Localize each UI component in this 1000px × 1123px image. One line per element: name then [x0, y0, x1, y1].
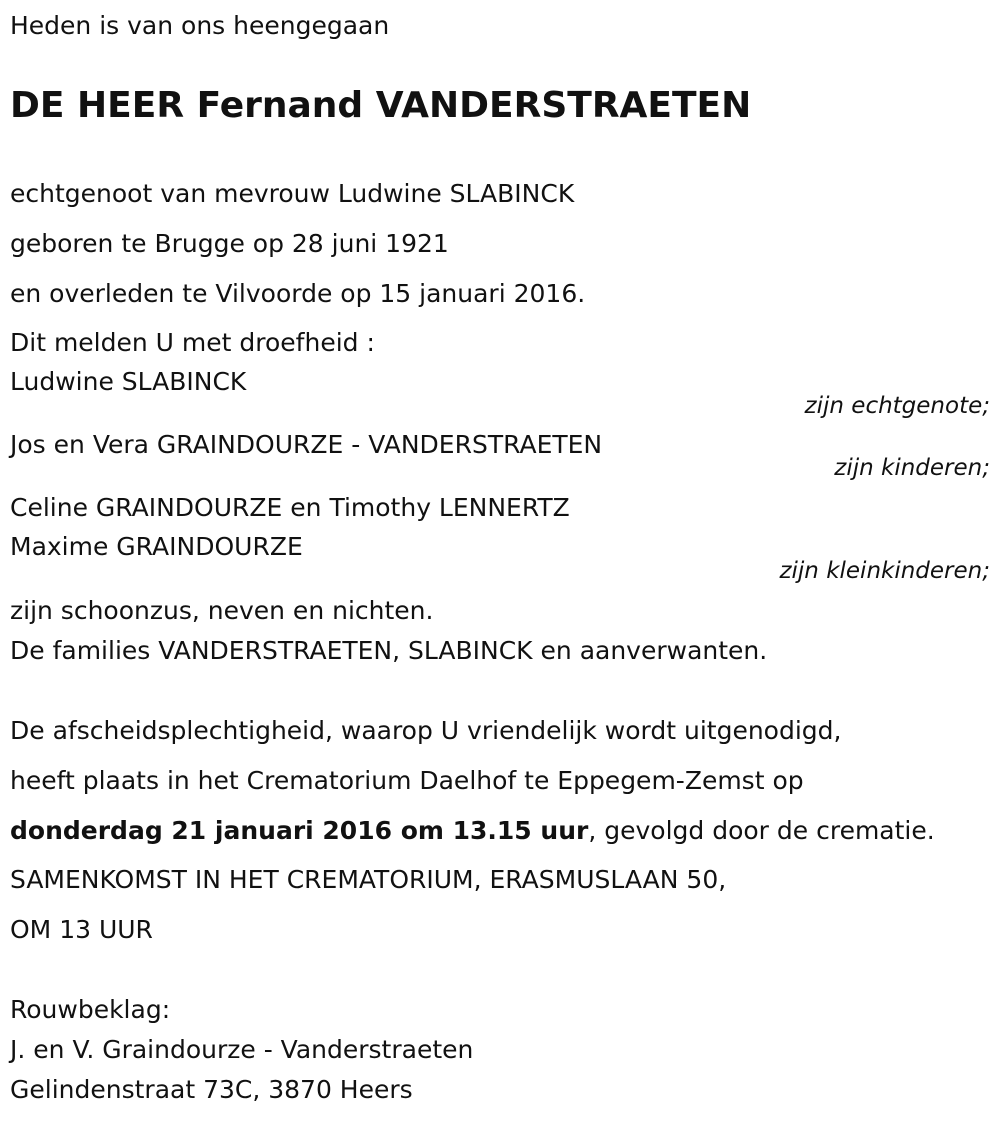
mourner-children-names: Jos en Vera GRAINDOURZE - VANDERSTRAETEN	[10, 430, 603, 459]
condolences-name: J. en V. Graindourze - Vanderstraeten	[10, 1035, 474, 1064]
deceased-name: DE HEER Fernand VANDERSTRAETEN	[10, 85, 752, 126]
mourner-grandchildren-role: zijn kleinkinderen;	[779, 558, 990, 584]
ceremony-line-2: heeft plaats in het Crematorium Daelhof te Eppegem-Zemst op	[10, 766, 804, 795]
mourner-spouse-role: zijn echtgenote;	[804, 393, 990, 419]
mourner-children-role: zijn kinderen;	[834, 455, 990, 481]
condolences-address: Gelindenstraat 73C, 3870 Heers	[10, 1075, 413, 1104]
announce-label: Dit melden U met droefheid :	[10, 328, 375, 357]
mourner-families: De families VANDERSTRAETEN, SLABINCK en aanverwanten.	[10, 636, 768, 665]
condolences-label: Rouwbeklag:	[10, 995, 171, 1024]
birth-line: geboren te Brugge op 28 juni 1921	[10, 229, 449, 258]
mourner-relatives: zijn schoonzus, neven en nichten.	[10, 596, 434, 625]
death-line: en overleden te Vilvoorde op 15 januari 2016.	[10, 279, 586, 308]
ceremony-date-line	[10, 815, 935, 847]
mourner-grandchild-1: Celine GRAINDOURZE en Timothy LENNERTZ	[10, 493, 570, 522]
spouse-line: echtgenoot van mevrouw Ludwine SLABINCK	[10, 179, 575, 208]
gathering-line-2: OM 13 UUR	[10, 915, 153, 944]
gathering-line-1: SAMENKOMST IN HET CREMATORIUM, ERASMUSLAAN 50,	[10, 865, 727, 894]
ceremony-date-rest: , gevolgd door de crematie.	[588, 816, 935, 845]
ceremony-date: donderdag 21 januari 2016 om 13.15 uur	[10, 816, 589, 845]
intro-text: Heden is van ons heengegaan	[10, 11, 390, 40]
mourner-spouse-name: Ludwine SLABINCK	[10, 367, 247, 396]
mourner-grandchild-2: Maxime GRAINDOURZE	[10, 532, 303, 561]
ceremony-line-1: De afscheidsplechtigheid, waarop U vriendelijk wordt uitgenodigd,	[10, 716, 842, 745]
